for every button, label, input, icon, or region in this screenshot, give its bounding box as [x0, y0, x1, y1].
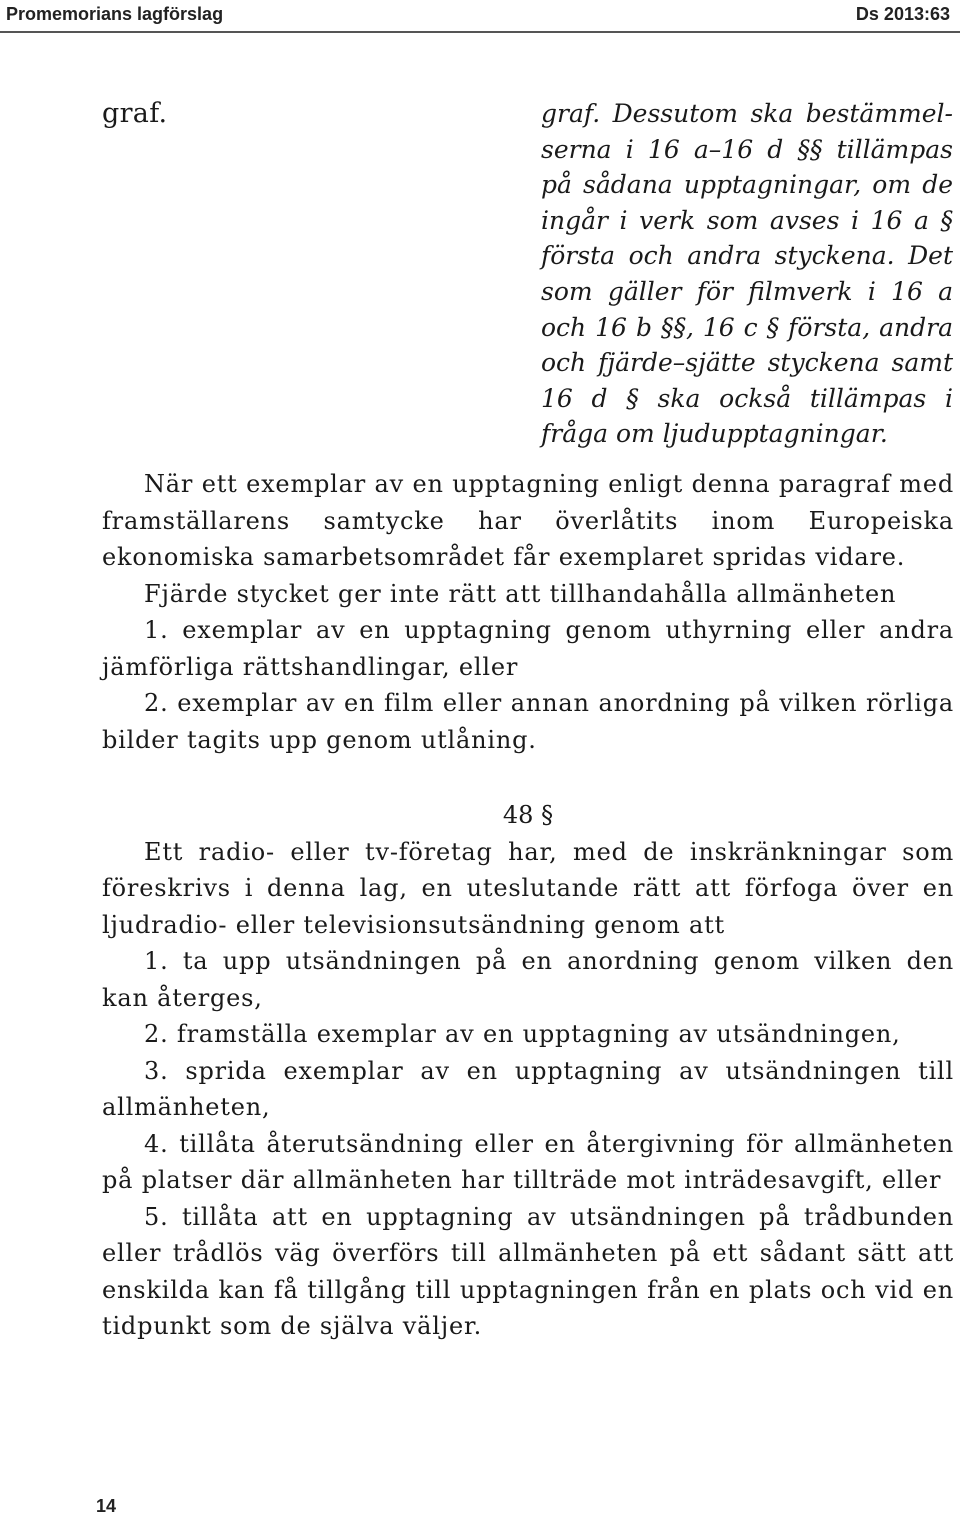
list-item: 3. sprida exemplar av en upptagning av utsändningen till allmänheten, [102, 1056, 954, 1121]
paragraph: Ett radio- eller tv-företag har, med de inskränkningar som föreskrivs i denna lag, en uteslutande rätt att förfoga över en ljudradio- eller televisionsutsändning genom att [102, 837, 954, 939]
header-title: Promemorians lagförslag [6, 4, 224, 24]
right-column-line: graf. Dessutom ska bestämmel- [541, 99, 953, 128]
page-header [0, 0, 960, 36]
right-column-line: serna i 16 a–16 d §§ tillämpas [541, 134, 953, 164]
paragraph: När ett exemplar av en upptagning enligt denna paragraf med framställarens samtycke har överlåtits inom Europeiska ekonomiska samarbetsområdet får exemplaret spridas vidare. [102, 470, 954, 571]
right-column-line: och 16 b §§, 16 c § första, andra [541, 312, 953, 342]
header-rule [0, 31, 960, 33]
right-column-line: som gäller för filmverk i 16 a [541, 276, 953, 306]
right-column-text [541, 96, 953, 452]
right-column-line: ingår i verk som avses i 16 a § [541, 205, 953, 235]
right-column-line: första och andra styckena. Det [541, 241, 953, 271]
list-item: 1. ta upp utsändningen på en anordning genom vilken den kan återges, [102, 947, 954, 1012]
body-section-48 [102, 797, 954, 1345]
header-document-id: Ds 2013:63 [855, 4, 950, 24]
list-item: 5. tillåta att en upptagning av utsändningen på trådbunden eller trådlös väg överförs till allmänheten på ett sådant sätt att enskilda kan få tillgång till upptagningen från en plats och vid en tidpunkt som de själva väljer. [102, 1202, 954, 1340]
list-item: 2. exemplar av en film eller annan anordning på vilken rörliga bilder tagits upp genom utlåning. [102, 689, 954, 754]
page-number: 14 [96, 1496, 117, 1516]
right-column-line: fråga om ljudupptagningar. [541, 419, 888, 449]
section-heading: 48 § [502, 801, 554, 829]
list-item: 4. tillåta återutsändning eller en återgivning för allmänheten på platser där allmänheten har tillträde mot inträdesavgift, eller [102, 1129, 954, 1194]
paragraph: Fjärde stycket ger inte rätt att tillhandahålla allmänheten [144, 579, 897, 608]
body-section-1 [102, 466, 954, 758]
list-item: 1. exemplar av en upptagning genom uthyrning eller andra jämförliga rättshandlingar, eller [102, 616, 954, 681]
right-column-line: 16 d § ska också tillämpas i [541, 383, 953, 413]
list-item: 2. framställa exemplar av en upptagning av utsändningen, [144, 1020, 901, 1048]
left-column-text: graf. [102, 98, 168, 129]
right-column-line: på sådana upptagningar, om de [541, 170, 953, 200]
right-column-line: och fjärde–sjätte styckena samt [541, 348, 953, 378]
